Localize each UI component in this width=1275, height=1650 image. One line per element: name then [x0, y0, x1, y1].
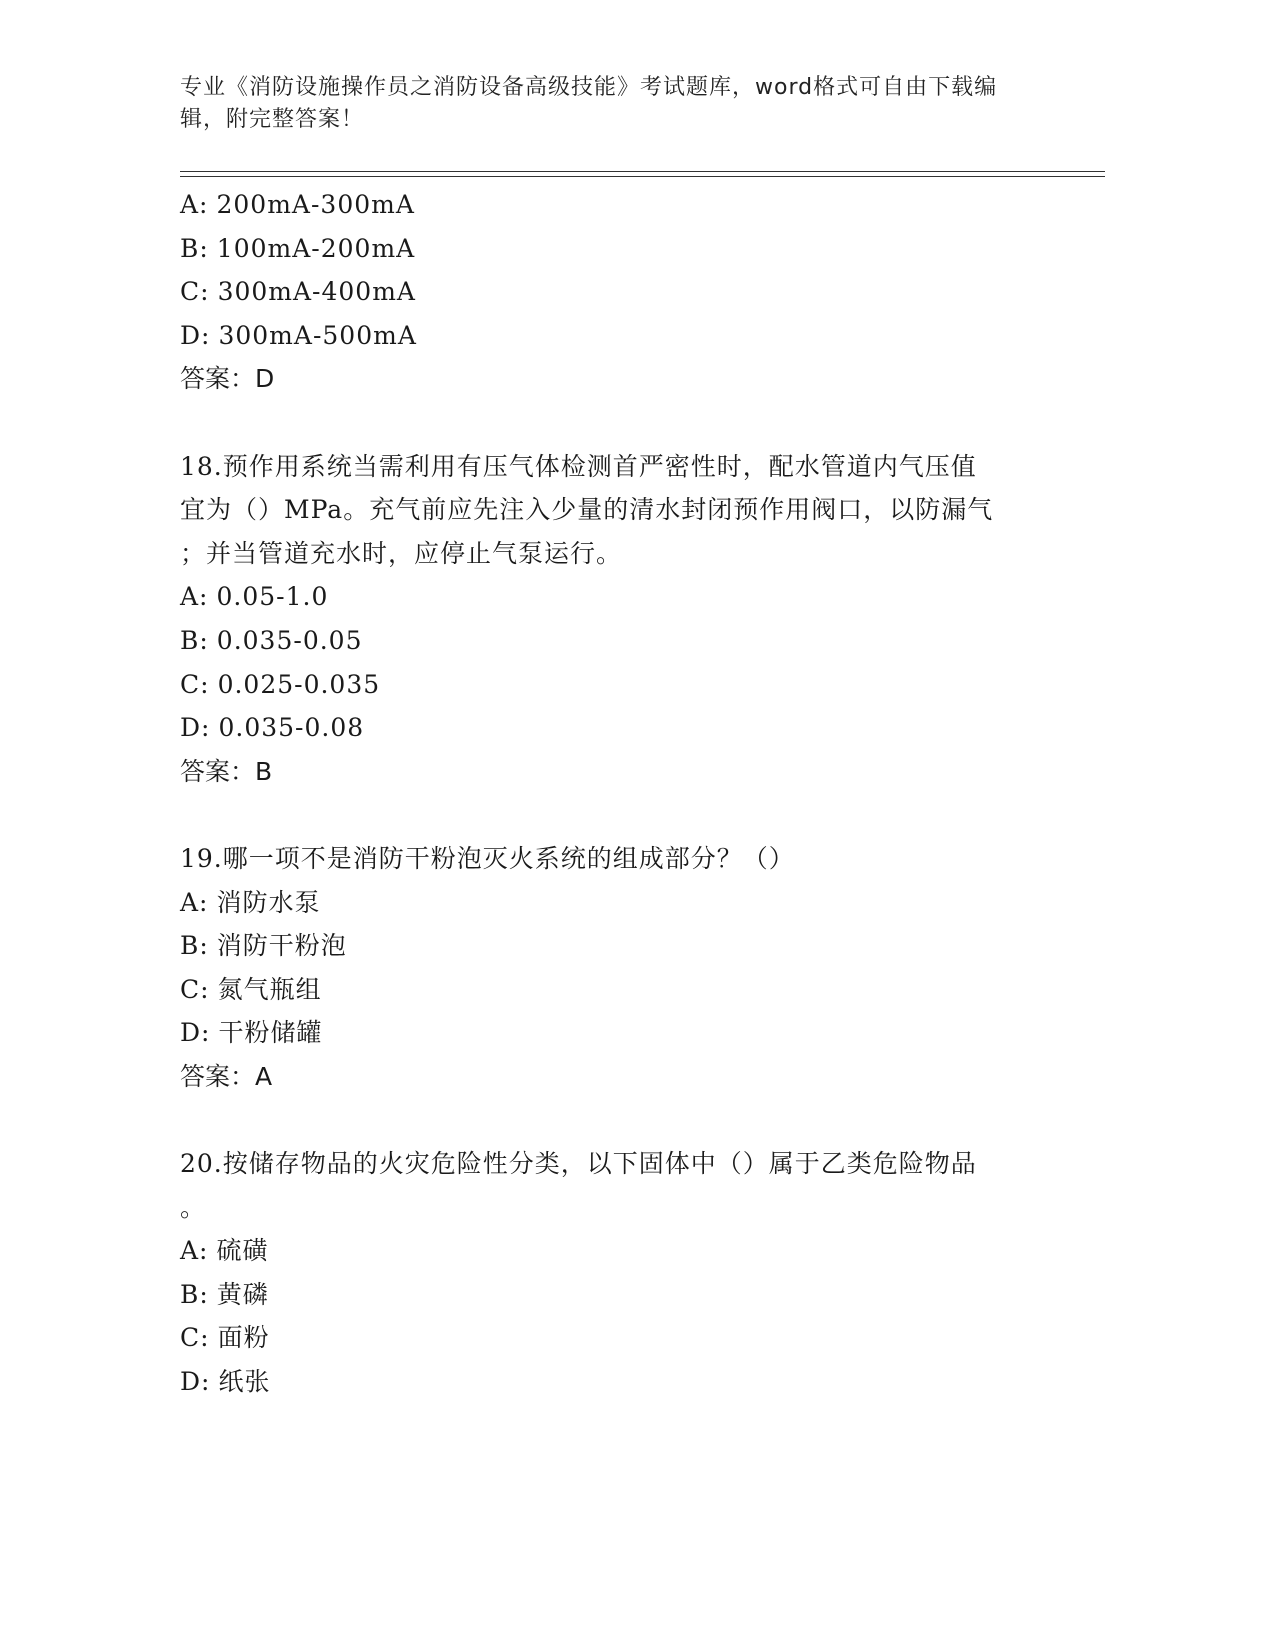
- question-text-line: 19.哪一项不是消防干粉泡灭火系统的组成部分？（）: [180, 843, 795, 873]
- question-19-block: [180, 837, 1040, 1099]
- question-text-line: 18.预作用系统当需利用有压气体检测首严密性时，配水管道内气压值: [180, 451, 977, 481]
- header-line-2: 辑，附完整答案！: [180, 107, 365, 132]
- answer-text: 答案：A: [180, 1061, 273, 1091]
- question-17-block: [180, 183, 1040, 401]
- option-d: D: 300mA-500mA: [180, 320, 417, 350]
- spacer: [180, 793, 1040, 837]
- answer-text: 答案：D: [180, 364, 275, 394]
- option-c: C: 0.025-0.035: [180, 669, 381, 699]
- question-text-line: ；并当管道充水时，应停止气泵运行。: [180, 538, 623, 568]
- header-divider-bottom: [180, 176, 1105, 177]
- option-a: A: 硫磺: [180, 1236, 269, 1266]
- question-text-line: 20.按储存物品的火灾危险性分类，以下固体中（）属于乙类危险物品: [180, 1149, 977, 1179]
- header-divider-top: [180, 171, 1105, 172]
- spacer: [180, 401, 1040, 445]
- option-a: A: 0.05-1.0: [180, 582, 329, 612]
- question-text-line: 宜为（）MPa。充气前应先注入少量的清水封闭预作用阀口，以防漏气: [180, 495, 994, 525]
- question-20-block: [180, 1142, 1040, 1404]
- option-b: B: 消防干粉泡: [180, 931, 347, 961]
- option-b: B: 0.035-0.05: [180, 625, 363, 655]
- spacer: [180, 1098, 1040, 1142]
- option-a: A: 200mA-300mA: [180, 190, 415, 219]
- document-header: [180, 72, 1050, 136]
- header-line-1: 专业《消防设施操作员之消防设备高级技能》考试题库，word格式可自由下载编: [180, 75, 998, 100]
- question-list: [180, 183, 1040, 1404]
- option-c: C: 300mA-400mA: [180, 277, 416, 307]
- option-d: D: 干粉储罐: [180, 1018, 323, 1048]
- option-b: B: 黄磷: [180, 1279, 269, 1309]
- option-c: C: 氮气瓶组: [180, 974, 322, 1004]
- answer-text: 答案：B: [180, 756, 273, 786]
- question-text-line: 。: [180, 1192, 207, 1222]
- question-18-block: [180, 445, 1040, 794]
- option-c: C: 面粉: [180, 1323, 270, 1353]
- option-d: D: 0.035-0.08: [180, 713, 365, 743]
- option-a: A: 消防水泵: [180, 887, 321, 917]
- option-b: B: 100mA-200mA: [180, 233, 416, 263]
- option-d: D: 纸张: [180, 1367, 271, 1397]
